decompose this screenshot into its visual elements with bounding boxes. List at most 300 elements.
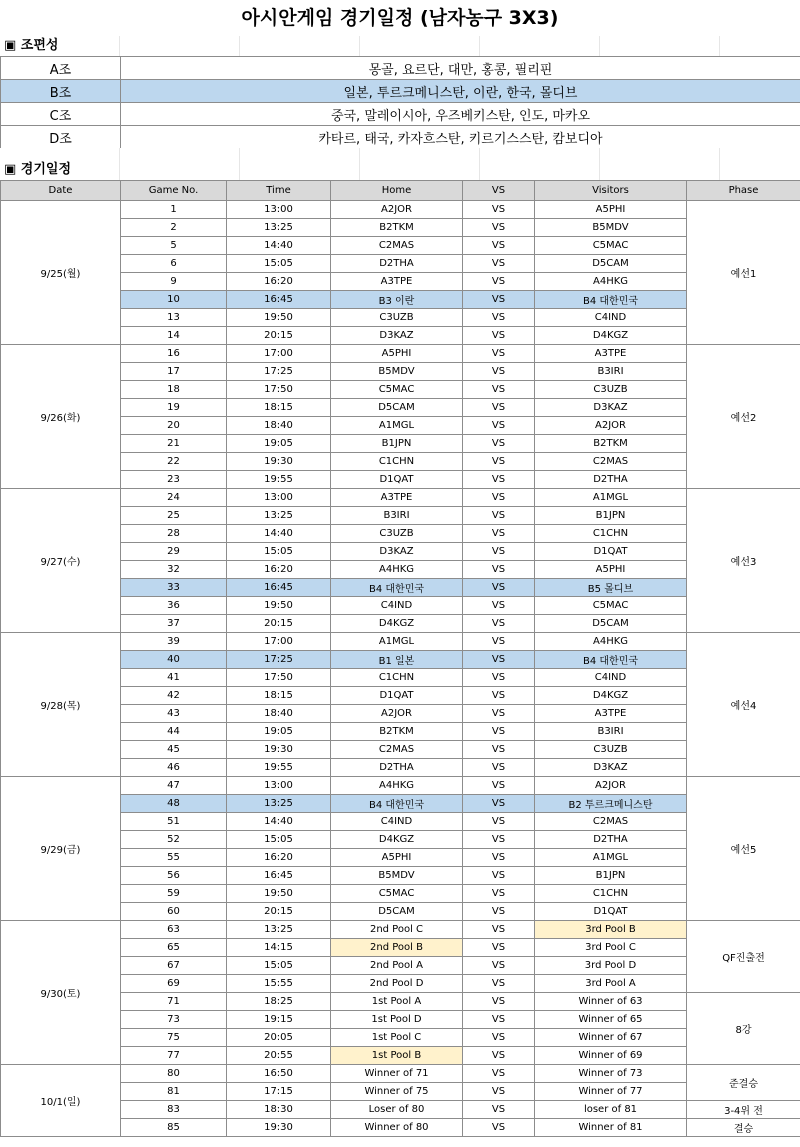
phase-cell: 예선2 [687, 345, 800, 489]
visitor-cell: A1MGL [535, 849, 687, 867]
game-no-cell: 75 [121, 1029, 227, 1047]
time-cell: 16:50 [227, 1065, 331, 1083]
vs-cell: VS [463, 201, 535, 219]
vs-cell: VS [463, 327, 535, 345]
game-no-cell: 47 [121, 777, 227, 795]
vs-cell: VS [463, 795, 535, 813]
table-row [1, 309, 800, 327]
table-row [1, 759, 800, 777]
header-row [1, 181, 800, 201]
home-cell: B1 일본 [331, 651, 463, 669]
time-cell: 19:15 [227, 1011, 331, 1029]
page-title: 아시안게임 경기일정 (남자농구 3X3) [241, 7, 559, 29]
table-row [1, 687, 800, 705]
table-row [1, 813, 800, 831]
home-cell: A3TPE [331, 273, 463, 291]
visitor-cell: C3UZB [535, 381, 687, 399]
visitor-cell: B1JPN [535, 867, 687, 885]
time-cell: 19:55 [227, 471, 331, 489]
visitors-header: Visitors [535, 181, 687, 201]
visitor-cell: D4KGZ [535, 327, 687, 345]
vs-cell: VS [463, 417, 535, 435]
home-cell: C4IND [331, 597, 463, 615]
game-no-cell: 20 [121, 417, 227, 435]
vs-cell: VS [463, 435, 535, 453]
game-no-cell: 23 [121, 471, 227, 489]
game-no-cell: 28 [121, 525, 227, 543]
time-cell: 13:25 [227, 795, 331, 813]
time-cell: 15:05 [227, 957, 331, 975]
visitor-cell: D5CAM [535, 255, 687, 273]
schedule-section-heading: ▣ 경기일정 [4, 162, 72, 177]
vs-cell: VS [463, 309, 535, 327]
game-no-cell: 40 [121, 651, 227, 669]
vs-cell: VS [463, 543, 535, 561]
phase-cell: 예선1 [687, 201, 800, 345]
table-row [1, 1029, 800, 1047]
visitor-cell: A3TPE [535, 705, 687, 723]
visitor-cell: 3rd Pool C [535, 939, 687, 957]
vs-cell: VS [463, 1047, 535, 1065]
time-cell: 18:25 [227, 993, 331, 1011]
vs-cell: VS [463, 453, 535, 471]
visitor-cell: B2TKM [535, 435, 687, 453]
vs-cell: VS [463, 507, 535, 525]
visitor-cell: 3rd Pool A [535, 975, 687, 993]
home-cell: D2THA [331, 759, 463, 777]
game-no-cell: 80 [121, 1065, 227, 1083]
home-cell: D4KGZ [331, 615, 463, 633]
visitor-cell: Winner of 73 [535, 1065, 687, 1083]
home-cell: C2MAS [331, 237, 463, 255]
visitor-cell: A5PHI [535, 201, 687, 219]
vs-cell: VS [463, 669, 535, 687]
visitor-cell: C1CHN [535, 525, 687, 543]
phase-cell: 8강 [687, 993, 800, 1065]
time-cell: 18:15 [227, 399, 331, 417]
game-no-cell: 83 [121, 1101, 227, 1119]
visitor-cell: C2MAS [535, 453, 687, 471]
table-row [1, 471, 800, 489]
home-cell: C2MAS [331, 741, 463, 759]
vs-cell: VS [463, 273, 535, 291]
game-no-cell: 81 [121, 1083, 227, 1101]
vs-cell: VS [463, 777, 535, 795]
home-cell: A4HKG [331, 561, 463, 579]
date-cell: 9/29(금) [1, 777, 121, 921]
vs-cell: VS [463, 579, 535, 597]
time-cell: 17:00 [227, 633, 331, 651]
phase-cell: 결승 [687, 1119, 800, 1137]
date-cell: 9/30(토) [1, 921, 121, 1065]
time-header: Time [227, 181, 331, 201]
vs-cell: VS [463, 813, 535, 831]
vs-cell: VS [463, 1119, 535, 1137]
table-row [1, 327, 800, 345]
time-cell: 17:00 [227, 345, 331, 363]
time-cell: 19:55 [227, 759, 331, 777]
time-cell: 20:15 [227, 903, 331, 921]
group-name: B조 [1, 80, 121, 103]
table-row [1, 867, 800, 885]
time-cell: 14:40 [227, 237, 331, 255]
group-row [1, 126, 800, 149]
group-name: C조 [1, 103, 121, 126]
visitor-cell: B4 대한민국 [535, 291, 687, 309]
visitor-cell: D3KAZ [535, 759, 687, 777]
game-no-cell: 46 [121, 759, 227, 777]
game-no-cell: 18 [121, 381, 227, 399]
time-cell: 16:45 [227, 867, 331, 885]
table-row [1, 489, 800, 507]
visitor-cell: C4IND [535, 309, 687, 327]
visitor-cell: Winner of 77 [535, 1083, 687, 1101]
vs-cell: VS [463, 597, 535, 615]
table-row [1, 1083, 800, 1101]
vs-cell: VS [463, 1083, 535, 1101]
time-cell: 20:55 [227, 1047, 331, 1065]
vs-cell: VS [463, 399, 535, 417]
vs-cell: VS [463, 687, 535, 705]
vs-cell: VS [463, 1011, 535, 1029]
home-cell: A2JOR [331, 201, 463, 219]
game-no-cell: 21 [121, 435, 227, 453]
home-cell: D5CAM [331, 399, 463, 417]
time-cell: 17:50 [227, 669, 331, 687]
table-row [1, 777, 800, 795]
time-cell: 18:30 [227, 1101, 331, 1119]
home-cell: A3TPE [331, 489, 463, 507]
table-row [1, 885, 800, 903]
time-cell: 15:05 [227, 543, 331, 561]
time-cell: 18:15 [227, 687, 331, 705]
visitor-cell: A2JOR [535, 777, 687, 795]
home-cell: C3UZB [331, 525, 463, 543]
group-row [1, 103, 800, 126]
visitor-cell: B3IRI [535, 363, 687, 381]
home-cell: 1st Pool B [331, 1047, 463, 1065]
table-row [1, 939, 800, 957]
time-cell: 13:00 [227, 489, 331, 507]
vs-header: VS [463, 181, 535, 201]
home-cell: C5MAC [331, 381, 463, 399]
home-cell: B5MDV [331, 867, 463, 885]
vs-cell: VS [463, 381, 535, 399]
home-cell: Winner of 71 [331, 1065, 463, 1083]
table-row [1, 507, 800, 525]
table-row [1, 615, 800, 633]
time-cell: 15:55 [227, 975, 331, 993]
table-row [1, 1119, 800, 1137]
table-row [1, 453, 800, 471]
time-cell: 17:15 [227, 1083, 331, 1101]
visitor-cell: Winner of 65 [535, 1011, 687, 1029]
time-cell: 19:30 [227, 1119, 331, 1137]
game-no-cell: 41 [121, 669, 227, 687]
time-cell: 16:20 [227, 273, 331, 291]
vs-cell: VS [463, 255, 535, 273]
table-row [1, 381, 800, 399]
time-cell: 13:25 [227, 219, 331, 237]
game-no-cell: 2 [121, 219, 227, 237]
phase-cell: 예선3 [687, 489, 800, 633]
table-row [1, 291, 800, 309]
time-cell: 20:15 [227, 327, 331, 345]
date-cell: 9/28(목) [1, 633, 121, 777]
visitor-cell: C5MAC [535, 597, 687, 615]
groups-table [0, 56, 800, 149]
game-no-cell: 67 [121, 957, 227, 975]
visitor-cell: C5MAC [535, 237, 687, 255]
home-cell: 2nd Pool B [331, 939, 463, 957]
visitor-cell: Winner of 69 [535, 1047, 687, 1065]
table-row [1, 651, 800, 669]
time-cell: 13:00 [227, 777, 331, 795]
blank-row [0, 148, 800, 160]
home-cell: D1QAT [331, 687, 463, 705]
table-row [1, 957, 800, 975]
game-no-cell: 22 [121, 453, 227, 471]
visitor-cell: D2THA [535, 831, 687, 849]
game-no-cell: 77 [121, 1047, 227, 1065]
time-cell: 19:05 [227, 435, 331, 453]
game-no-cell: 43 [121, 705, 227, 723]
table-row [1, 561, 800, 579]
time-cell: 14:15 [227, 939, 331, 957]
time-cell: 19:50 [227, 309, 331, 327]
vs-cell: VS [463, 885, 535, 903]
game-no-cell: 13 [121, 309, 227, 327]
table-row [1, 705, 800, 723]
vs-cell: VS [463, 993, 535, 1011]
game-no-cell: 48 [121, 795, 227, 813]
visitor-cell: B3IRI [535, 723, 687, 741]
home-cell: B3 이란 [331, 291, 463, 309]
group-row [1, 57, 800, 80]
table-row [1, 255, 800, 273]
vs-cell: VS [463, 957, 535, 975]
date-cell: 9/27(수) [1, 489, 121, 633]
vs-cell: VS [463, 489, 535, 507]
game-no-cell: 56 [121, 867, 227, 885]
time-cell: 19:50 [227, 885, 331, 903]
table-row [1, 795, 800, 813]
game-no-cell: 69 [121, 975, 227, 993]
home-cell: C1CHN [331, 669, 463, 687]
game-no-cell: 73 [121, 1011, 227, 1029]
home-cell: D3KAZ [331, 327, 463, 345]
vs-cell: VS [463, 363, 535, 381]
visitor-cell: D2THA [535, 471, 687, 489]
game-no-cell: 59 [121, 885, 227, 903]
home-cell: D1QAT [331, 471, 463, 489]
time-cell: 13:25 [227, 507, 331, 525]
home-cell: 1st Pool D [331, 1011, 463, 1029]
game-no-cell: 16 [121, 345, 227, 363]
time-cell: 13:25 [227, 921, 331, 939]
table-row [1, 993, 800, 1011]
time-cell: 19:30 [227, 453, 331, 471]
time-cell: 14:40 [227, 525, 331, 543]
table-row [1, 831, 800, 849]
visitor-cell: D3KAZ [535, 399, 687, 417]
visitor-cell: Winner of 63 [535, 993, 687, 1011]
group-name: A조 [1, 57, 121, 80]
vs-cell: VS [463, 849, 535, 867]
table-row [1, 903, 800, 921]
vs-cell: VS [463, 615, 535, 633]
visitor-cell: C2MAS [535, 813, 687, 831]
date-header: Date [1, 181, 121, 201]
home-cell: A1MGL [331, 417, 463, 435]
home-cell: C3UZB [331, 309, 463, 327]
time-cell: 14:40 [227, 813, 331, 831]
visitor-cell: B4 대한민국 [535, 651, 687, 669]
time-cell: 19:05 [227, 723, 331, 741]
table-row [1, 525, 800, 543]
home-cell: A4HKG [331, 777, 463, 795]
time-cell: 20:15 [227, 615, 331, 633]
visitor-cell: B1JPN [535, 507, 687, 525]
game-no-cell: 24 [121, 489, 227, 507]
time-cell: 18:40 [227, 705, 331, 723]
table-row [1, 543, 800, 561]
vs-cell: VS [463, 705, 535, 723]
home-cell: Winner of 75 [331, 1083, 463, 1101]
visitor-cell: A1MGL [535, 489, 687, 507]
time-cell: 17:25 [227, 651, 331, 669]
game-no-cell: 45 [121, 741, 227, 759]
game-no-cell: 51 [121, 813, 227, 831]
vs-cell: VS [463, 237, 535, 255]
home-cell: 2nd Pool D [331, 975, 463, 993]
phase-cell: 예선4 [687, 633, 800, 777]
table-row [1, 201, 800, 219]
visitor-cell: C4IND [535, 669, 687, 687]
game-no-cell: 9 [121, 273, 227, 291]
table-row [1, 345, 800, 363]
visitor-cell: 3rd Pool D [535, 957, 687, 975]
home-cell: D3KAZ [331, 543, 463, 561]
visitor-cell: B2 투르크메니스탄 [535, 795, 687, 813]
time-cell: 16:20 [227, 849, 331, 867]
game-no-cell: 42 [121, 687, 227, 705]
game-no-cell: 5 [121, 237, 227, 255]
home-cell: D5CAM [331, 903, 463, 921]
game-no-cell: 10 [121, 291, 227, 309]
time-cell: 16:45 [227, 291, 331, 309]
table-row [1, 1047, 800, 1065]
home-cell: 2nd Pool A [331, 957, 463, 975]
vs-cell: VS [463, 723, 535, 741]
visitor-cell: A3TPE [535, 345, 687, 363]
visitor-cell: D1QAT [535, 903, 687, 921]
vs-cell: VS [463, 471, 535, 489]
vs-cell: VS [463, 651, 535, 669]
home-cell: D2THA [331, 255, 463, 273]
time-cell: 15:05 [227, 831, 331, 849]
game-no-cell: 14 [121, 327, 227, 345]
time-cell: 16:45 [227, 579, 331, 597]
game-no-cell: 6 [121, 255, 227, 273]
home-cell: B5MDV [331, 363, 463, 381]
vs-cell: VS [463, 219, 535, 237]
home-cell: Winner of 80 [331, 1119, 463, 1137]
visitor-cell: A4HKG [535, 273, 687, 291]
home-cell: A2JOR [331, 705, 463, 723]
vs-cell: VS [463, 291, 535, 309]
time-cell: 20:05 [227, 1029, 331, 1047]
home-cell: C4IND [331, 813, 463, 831]
table-row [1, 1101, 800, 1119]
time-cell: 16:20 [227, 561, 331, 579]
vs-cell: VS [463, 903, 535, 921]
visitor-cell: A5PHI [535, 561, 687, 579]
home-cell: C5MAC [331, 885, 463, 903]
game-no-cell: 44 [121, 723, 227, 741]
table-row [1, 633, 800, 651]
visitor-cell: Winner of 67 [535, 1029, 687, 1047]
date-cell: 9/25(월) [1, 201, 121, 345]
home-cell: B2TKM [331, 723, 463, 741]
game-no-cell: 55 [121, 849, 227, 867]
game-no-cell: 29 [121, 543, 227, 561]
date-cell: 10/1(일) [1, 1065, 121, 1137]
vs-cell: VS [463, 741, 535, 759]
table-row [1, 579, 800, 597]
game-no-cell: 32 [121, 561, 227, 579]
table-row [1, 219, 800, 237]
visitor-cell: C3UZB [535, 741, 687, 759]
phase-cell: QF진출전 [687, 921, 800, 993]
table-row [1, 363, 800, 381]
home-cell: B1JPN [331, 435, 463, 453]
vs-cell: VS [463, 975, 535, 993]
game-no-cell: 17 [121, 363, 227, 381]
vs-cell: VS [463, 1101, 535, 1119]
game-no-cell: 25 [121, 507, 227, 525]
table-row [1, 723, 800, 741]
table-row [1, 1011, 800, 1029]
visitor-cell: A4HKG [535, 633, 687, 651]
date-cell: 9/26(화) [1, 345, 121, 489]
table-row [1, 1065, 800, 1083]
time-cell: 17:50 [227, 381, 331, 399]
game-no-cell: 33 [121, 579, 227, 597]
visitor-cell: A2JOR [535, 417, 687, 435]
vs-cell: VS [463, 867, 535, 885]
visitor-cell: loser of 81 [535, 1101, 687, 1119]
table-row [1, 975, 800, 993]
group-teams: 카타르, 태국, 카자흐스탄, 키르기스스탄, 캄보디아 [121, 126, 800, 149]
home-cell: B4 대한민국 [331, 579, 463, 597]
table-row [1, 435, 800, 453]
home-cell: B3IRI [331, 507, 463, 525]
vs-cell: VS [463, 633, 535, 651]
group-row [1, 80, 800, 103]
table-row [1, 741, 800, 759]
table-row [1, 417, 800, 435]
game-no-cell: 65 [121, 939, 227, 957]
table-row [1, 921, 800, 939]
home-header: Home [331, 181, 463, 201]
home-cell: A1MGL [331, 633, 463, 651]
vs-cell: VS [463, 1029, 535, 1047]
vs-cell: VS [463, 561, 535, 579]
home-cell: A5PHI [331, 345, 463, 363]
phase-cell: 예선5 [687, 777, 800, 921]
game-no-cell: 63 [121, 921, 227, 939]
